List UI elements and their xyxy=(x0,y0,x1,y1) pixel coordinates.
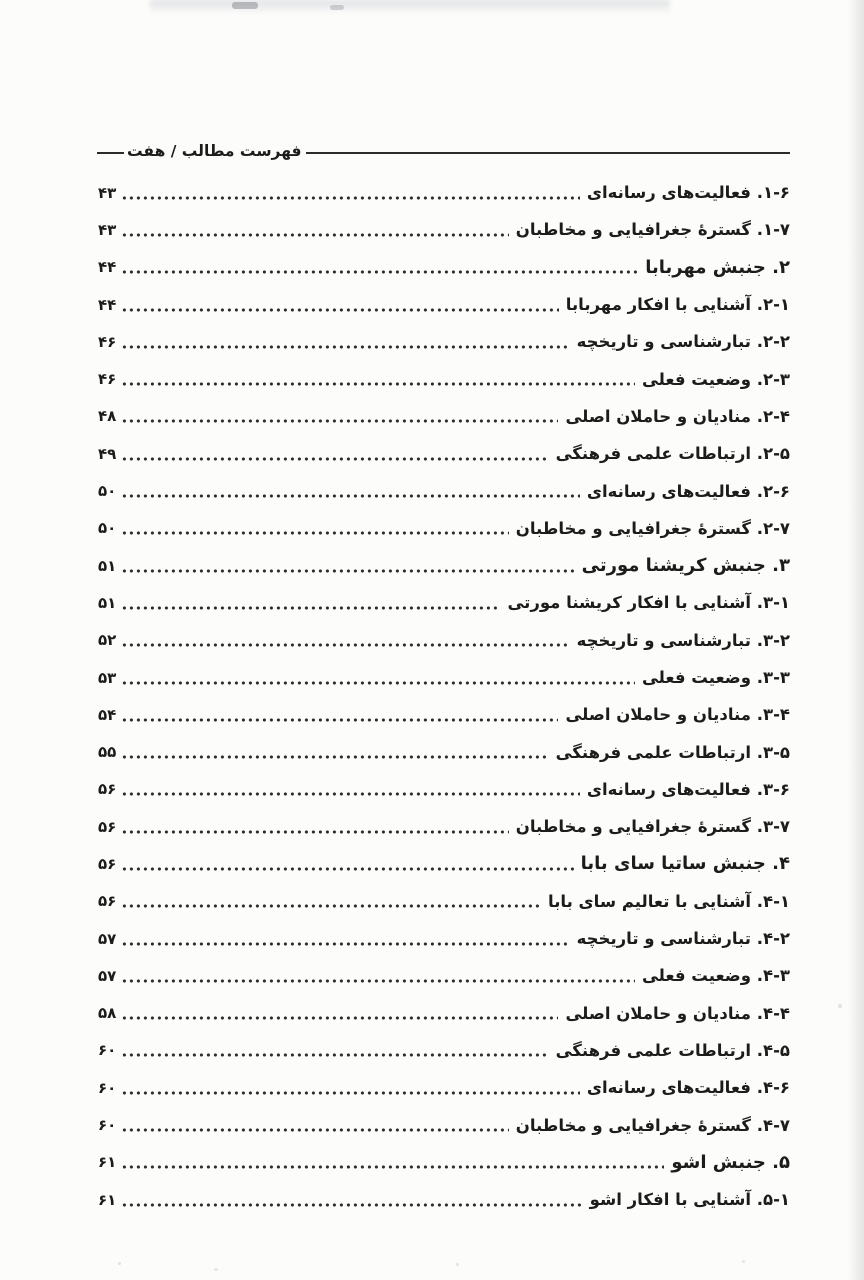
toc-entry-page: ۴۸ xyxy=(98,407,117,426)
toc-entry-page: ۵۷ xyxy=(98,966,117,985)
dot-leader xyxy=(121,789,580,799)
toc-list xyxy=(98,174,790,1218)
toc-entry-page: ۵۱ xyxy=(98,593,117,612)
dot-leader xyxy=(121,939,569,949)
toc-entry-page: ۵۶ xyxy=(98,780,117,799)
toc-entry-page: ۴۴ xyxy=(98,295,117,314)
toc-entry-title: ۲-۳. وضعیت فعلی xyxy=(641,369,790,389)
toc-entry-title: ۱-۶. فعالیت‌های رسانه‌ای xyxy=(586,183,790,203)
toc-entry xyxy=(98,323,790,360)
dot-leader xyxy=(121,603,500,613)
toc-entry-title: ۲-۱. آشنایی با افکار مهربابا xyxy=(565,295,790,315)
header-rule-stub xyxy=(97,152,124,154)
dot-leader xyxy=(121,416,558,426)
toc-entry-page: ۵۷ xyxy=(98,929,117,948)
dot-leader xyxy=(121,864,573,874)
dot-leader xyxy=(121,752,548,762)
toc-entry-title: ۳-۱. آشنایی با افکار کریشنا مورتی xyxy=(507,593,790,613)
toc-entry-title: ۵. جنبش اشو xyxy=(671,1151,790,1173)
toc-entry xyxy=(98,435,790,472)
dot-leader xyxy=(121,1088,580,1098)
dot-leader xyxy=(121,1200,582,1210)
toc-entry-page: ۶۰ xyxy=(98,1116,117,1135)
toc-entry xyxy=(98,398,790,435)
toc-entry-title: ۲-۴. منادیان و حاملان اصلی xyxy=(565,406,790,426)
dot-leader xyxy=(121,305,558,315)
toc-entry-title: ۲-۵. ارتباطات علمی فرهنگی xyxy=(555,444,790,464)
toc-entry-title: ۳-۵. ارتباطات علمی فرهنگی xyxy=(555,742,790,762)
toc-entry-title: ۲. جنبش مهربابا xyxy=(645,256,790,278)
toc-entry xyxy=(98,1181,790,1218)
toc-entry-page: ۴۹ xyxy=(98,444,117,463)
dot-leader xyxy=(121,1013,558,1023)
toc-entry xyxy=(98,622,790,659)
toc-entry-title: ۴-۴. منادیان و حاملان اصلی xyxy=(565,1003,790,1023)
dot-leader xyxy=(121,267,638,277)
toc-entry-title: ۳-۴. منادیان و حاملان اصلی xyxy=(565,705,790,725)
toc-entry xyxy=(98,995,790,1032)
toc-entry xyxy=(98,771,790,808)
toc-entry xyxy=(98,472,790,509)
dot-leader xyxy=(121,230,508,240)
toc-entry-title: ۴. جنبش ساتیا سای بابا xyxy=(580,853,790,875)
toc-entry xyxy=(98,883,790,920)
toc-entry-title: ۲-۷. گسترۀ جغرافیایی و مخاطبان xyxy=(515,518,790,538)
toc-entry-page: ۵۴ xyxy=(98,705,117,724)
dot-leader xyxy=(121,901,541,911)
toc-entry-title: ۴-۲. تبارشناسی و تاریخچه xyxy=(576,929,790,949)
dot-leader xyxy=(121,491,580,501)
toc-entry xyxy=(98,286,790,323)
dot-leader xyxy=(121,1125,508,1135)
toc-entry-title: ۴-۷. گسترۀ جغرافیایی و مخاطبان xyxy=(515,1115,790,1135)
toc-entry xyxy=(98,1069,790,1106)
dot-leader xyxy=(121,528,508,538)
header-rule xyxy=(306,152,790,154)
scan-speck xyxy=(330,5,344,10)
toc-entry-title: ۳-۲. تبارشناسی و تاریخچه xyxy=(576,630,790,650)
toc-entry-title: ۳-۳. وضعیت فعلی xyxy=(641,668,790,687)
toc-entry xyxy=(98,808,790,845)
dot-leader xyxy=(121,342,569,352)
dot-leader xyxy=(121,1050,548,1060)
toc-entry xyxy=(98,249,790,286)
toc-entry-title: ۴-۶. فعالیت‌های رسانه‌ای xyxy=(586,1078,790,1098)
toc-entry-title: ۳-۷. گسترۀ جغرافیایی و مخاطبان xyxy=(515,817,790,837)
toc-entry xyxy=(98,696,790,733)
toc-entry-page: ۴۴ xyxy=(98,258,117,277)
toc-entry xyxy=(98,510,790,547)
toc-entry xyxy=(98,211,790,248)
scan-speck xyxy=(214,1268,218,1271)
toc-entry-title: ۴-۵. ارتباطات علمی فرهنگی xyxy=(555,1040,790,1060)
toc-entry-page: ۵۶ xyxy=(98,892,117,911)
scan-speck xyxy=(232,2,258,9)
dot-leader xyxy=(121,193,580,203)
toc-entry xyxy=(98,360,790,397)
scan-speck xyxy=(838,1004,842,1008)
toc-entry-title: ۱-۷. گسترۀ جغرافیایی و مخاطبان xyxy=(515,220,790,240)
scan-smudge xyxy=(150,0,670,14)
toc-entry-title: ۲-۶. فعالیت‌های رسانه‌ای xyxy=(586,481,790,501)
toc-entry-title: ۳. جنبش کریشنا مورتی xyxy=(581,555,790,577)
dot-leader xyxy=(121,678,635,688)
toc-entry-title: ۴-۳. وضعیت فعلی xyxy=(641,966,790,986)
toc-entry xyxy=(98,957,790,994)
toc-entry xyxy=(98,920,790,957)
dot-leader xyxy=(121,640,569,650)
toc-entry xyxy=(98,584,790,621)
toc-entry-page: ۴۶ xyxy=(98,370,117,389)
dot-leader xyxy=(121,454,548,464)
dot-leader xyxy=(121,379,635,389)
toc-entry-page: ۵۶ xyxy=(98,854,117,873)
toc-entry-page: ۵۳ xyxy=(98,668,117,687)
scan-speck xyxy=(456,1263,459,1266)
toc-entry xyxy=(98,733,790,770)
toc-entry-page: ۶۰ xyxy=(98,1078,117,1097)
toc-entry-page: ۵۶ xyxy=(98,817,117,836)
toc-entry-page: ۶۰ xyxy=(98,1041,117,1060)
toc-entry-page: ۴۶ xyxy=(98,332,117,351)
toc-entry xyxy=(98,174,790,211)
toc-entry xyxy=(98,1032,790,1069)
scan-speck xyxy=(742,1260,745,1263)
toc-entry-page: ۵۸ xyxy=(98,1004,117,1023)
toc-entry-page: ۶۱ xyxy=(98,1190,117,1209)
toc-entry xyxy=(98,845,790,882)
dot-leader xyxy=(121,566,574,576)
toc-entry-page: ۵۱ xyxy=(98,556,117,575)
toc-entry-title: ۵-۱. آشنایی با افکار اشو xyxy=(589,1190,790,1210)
toc-entry-page: ۶۱ xyxy=(98,1153,117,1172)
toc-entry-page: ۵۵ xyxy=(98,743,117,762)
running-head xyxy=(97,140,790,162)
toc-entry-title: ۳-۶. فعالیت‌های رسانه‌ای xyxy=(586,779,790,799)
toc-entry-title: ۲-۲. تبارشناسی و تاریخچه xyxy=(576,332,790,352)
toc-entry xyxy=(98,1106,790,1143)
scan-speck xyxy=(118,1262,121,1265)
dot-leader xyxy=(121,976,635,986)
toc-entry-title: ۴-۱. آشنایی با تعالیم سای بابا xyxy=(548,891,790,911)
toc-entry xyxy=(98,659,790,696)
dot-leader xyxy=(121,1162,664,1172)
toc-entry-page: ۴۳ xyxy=(98,183,117,202)
running-head-title: فهرست مطالب / هفت xyxy=(127,142,302,160)
toc-entry-page: ۵۲ xyxy=(98,631,117,650)
toc-entry-page: ۴۳ xyxy=(98,220,117,239)
toc-entry-page: ۵۰ xyxy=(98,519,117,538)
dot-leader xyxy=(121,715,558,725)
toc-entry xyxy=(98,547,790,584)
toc-entry-page: ۵۰ xyxy=(98,482,117,501)
toc-entry xyxy=(98,1144,790,1181)
page-edge-shadow xyxy=(848,0,864,1280)
dot-leader xyxy=(121,827,508,837)
